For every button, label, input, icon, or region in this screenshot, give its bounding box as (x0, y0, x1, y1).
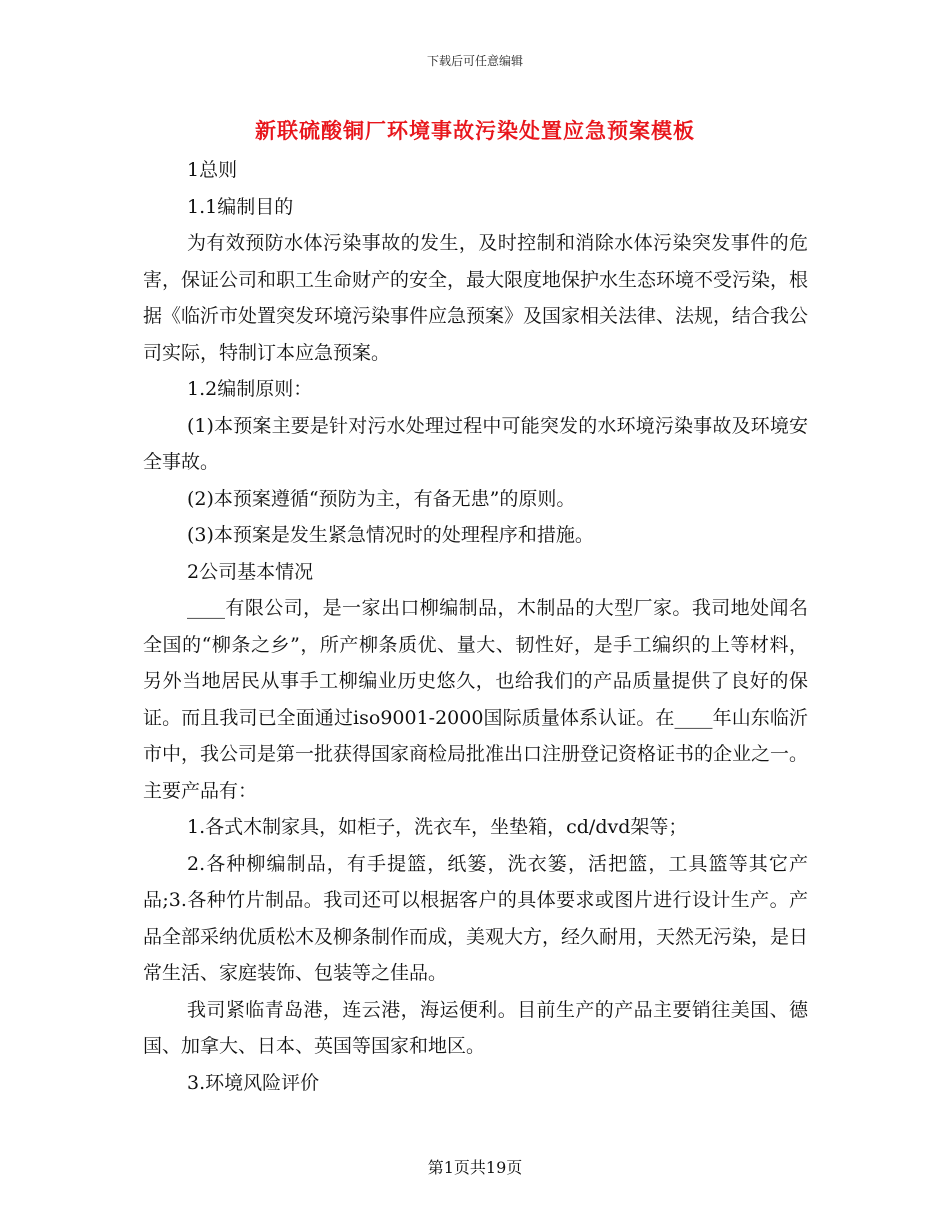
list-item: (2)本预案遵循“预防为主，有备无患”的原则。 (187, 487, 576, 510)
document-body (143, 152, 808, 1101)
document-title: 新联硫酸铜厂环境事故污染处置应急预案模板 (255, 118, 695, 143)
body-paragraph: ____有限公司，是一家出口柳编制品，木制品的大型厂家。我司地处闻名全国的“柳条之乡”，所产柳条质优、量大、韧性好，是手工编织的上等材料，另外当地居民从事手工柳编业历史悠久，也给我们的产品质量提供了良好的保证。而且我司已全面通过iso9001-2000国际质量体系认证。在____年山东临沂市中，我公司是第一批获得国家商检局批准出口注册登记资格证书的企业之一。主要产品有： (143, 597, 809, 802)
page-header: 下载后可任意编辑 (426, 54, 523, 68)
body-paragraph: 我司紧临青岛港，连云港，海运便利。目前生产的产品主要销往美国、德国、加拿大、日本、英国等国家和地区。 (143, 998, 808, 1057)
list-item: 2.各种柳编制品，有手提篮，纸篓，洗衣篓，活把篮，工具篮等其它产品;3.各种竹片制品。我司还可以根据客户的具体要求或图片进行设计生产。产品全部采纳优质松木及柳条制作而成，美观大方，经久耐用，天然无污染，是日常生活、家庭装饰、包装等之佳品。 (143, 852, 809, 984)
list-item: (1)本预案主要是针对污水处理过程中可能突发的水环境污染事故及环境安全事故。 (143, 414, 808, 473)
page-footer: 第1页共19页 (427, 1158, 523, 1177)
list-item: (3)本预案是发生紧急情况时的处理程序和措施。 (187, 524, 594, 546)
subsection-heading: 1.2编制原则： (187, 378, 313, 400)
section-heading: 2公司基本情况 (187, 560, 314, 583)
subsection-heading: 1.1编制目的 (187, 195, 294, 218)
list-item: 1.各式木制家具，如柜子，洗衣车，坐垫箱，cd/dvd架等； (187, 816, 688, 838)
body-paragraph: 为有效预防水体污染事故的发生，及时控制和消除水体污染突发事件的危害，保证公司和职工生命财产的安全，最大限度地保护水生态环境不受污染，根据《临沂市处置突发环境污染事件应急预案》及国家相关法律、法规，结合我公司实际，特制订本应急预案。 (143, 232, 809, 364)
section-heading: 3.环境风险评价 (187, 1071, 320, 1094)
section-heading: 1总则 (187, 159, 238, 181)
